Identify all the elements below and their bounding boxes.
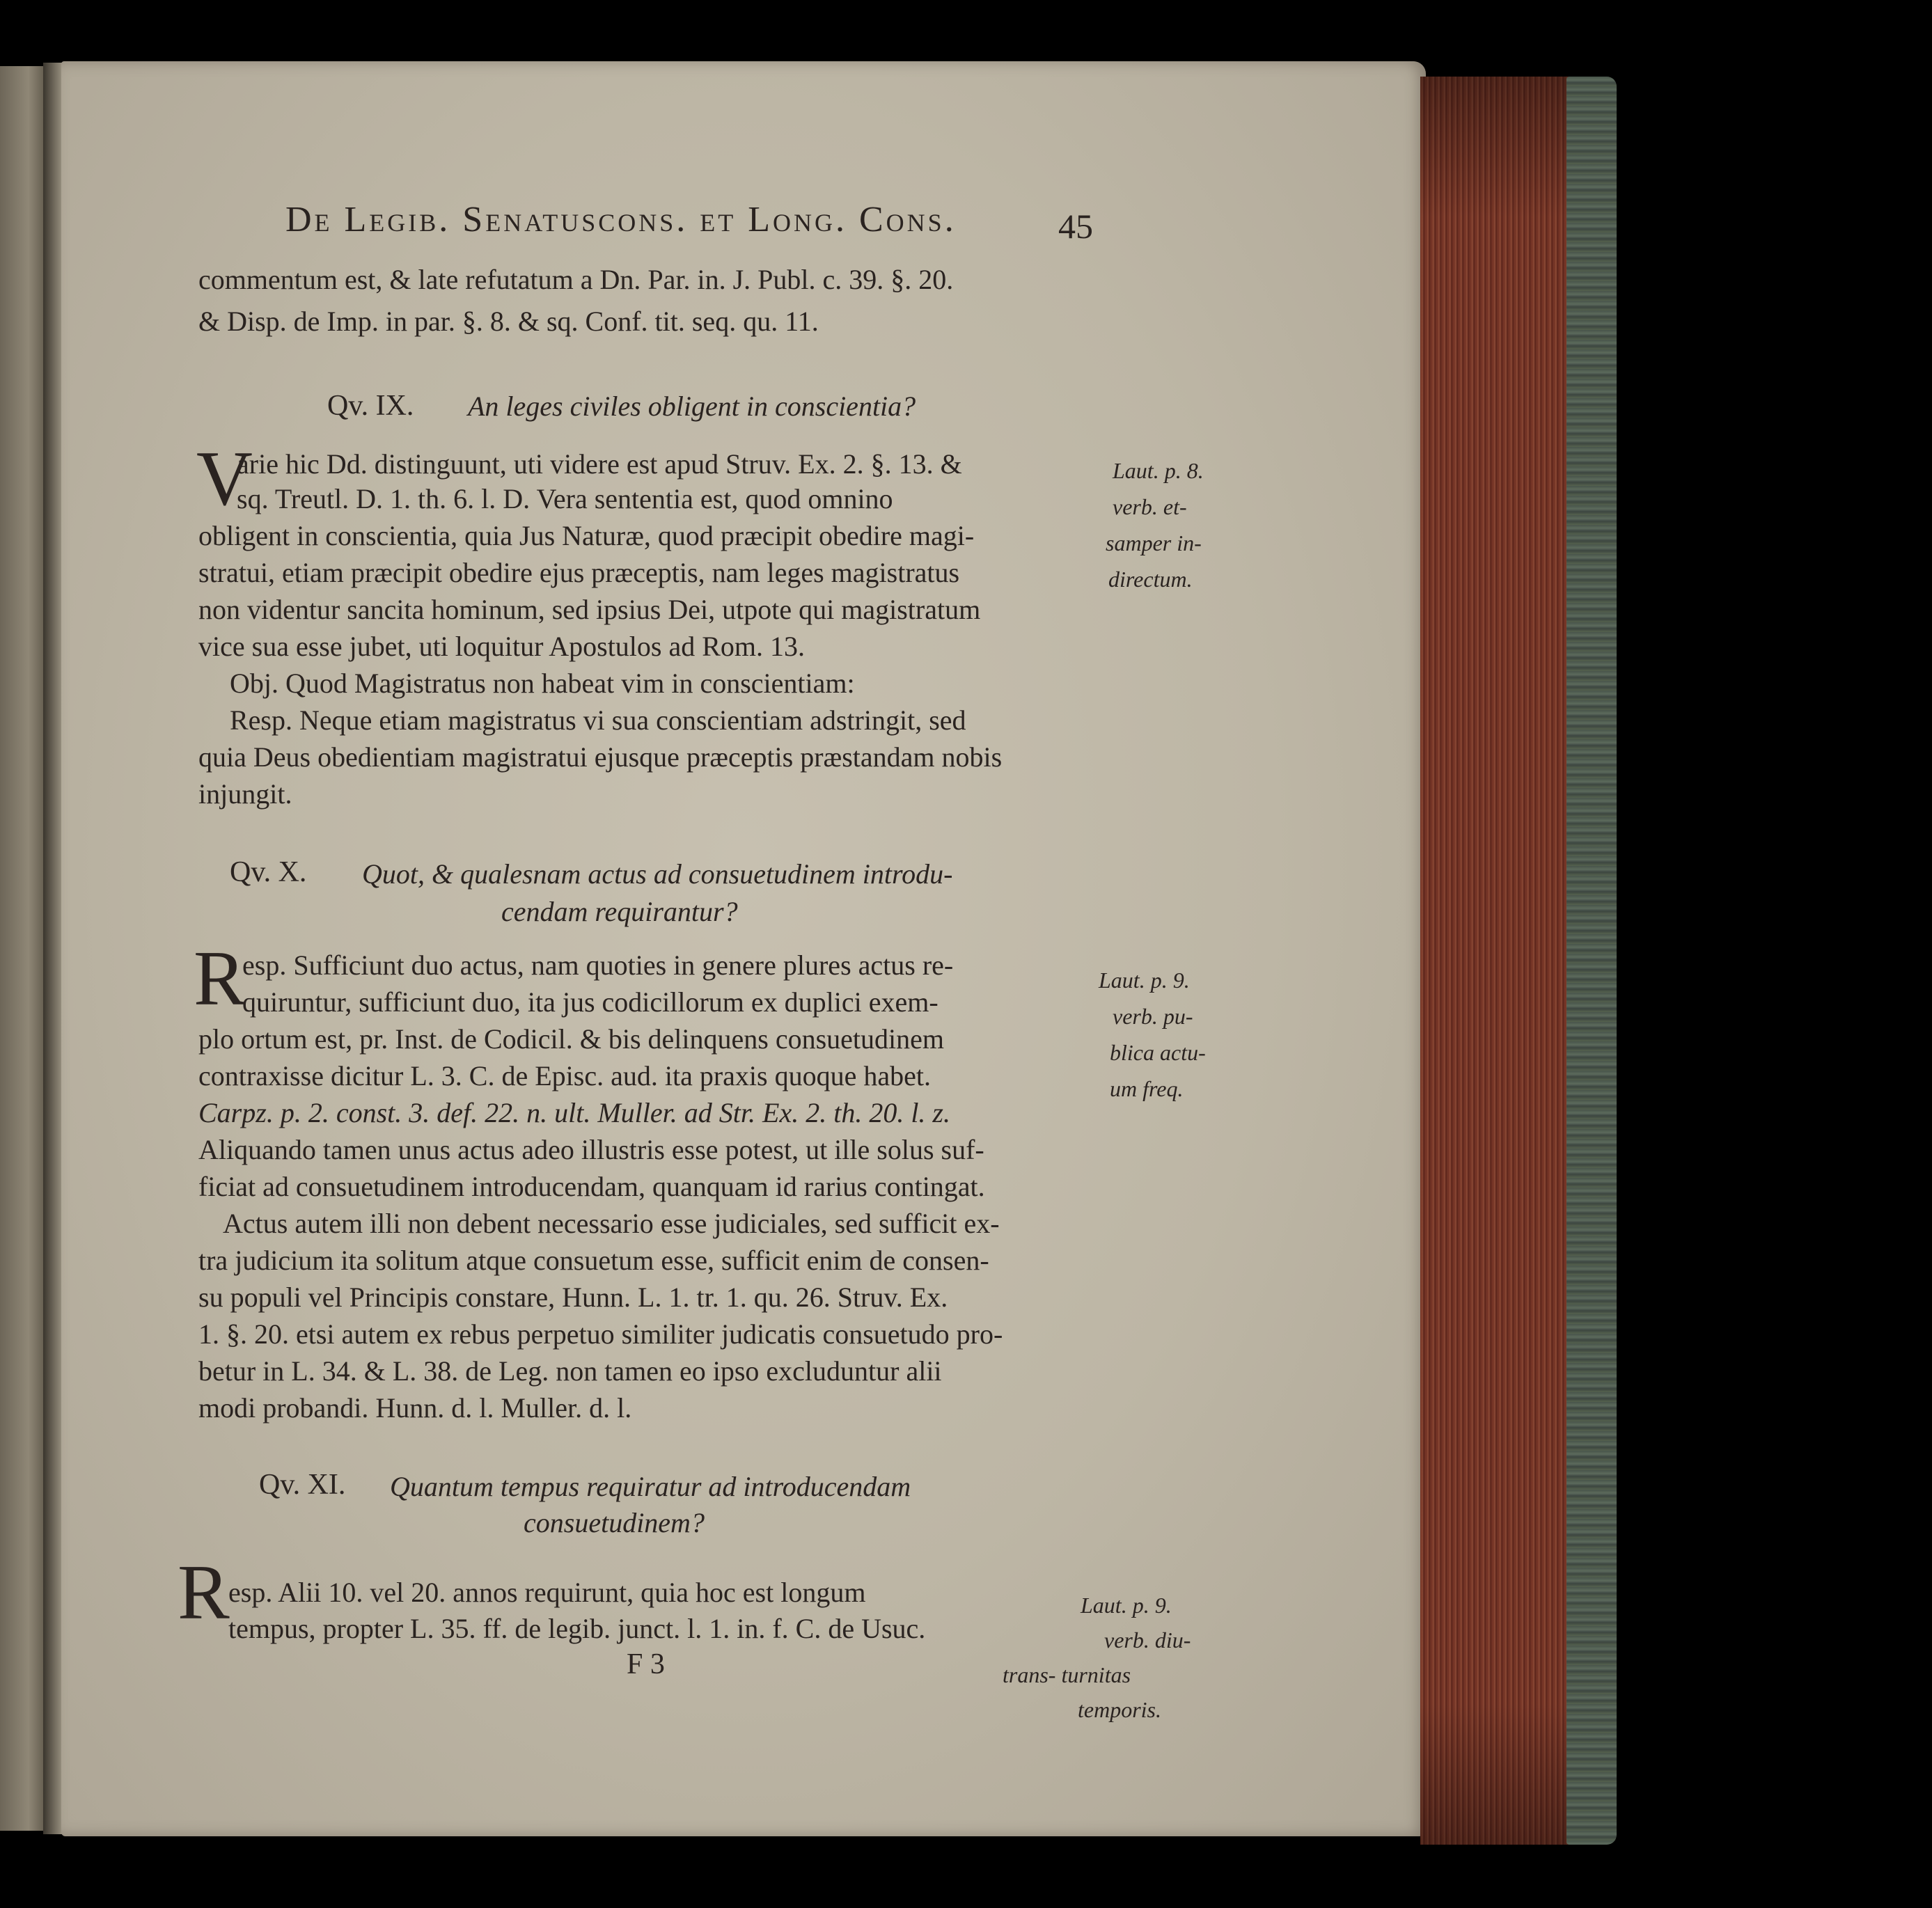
text-line: 1. §. 20. etsi autem ex rebus perpetuo similiter judicatis consuetudo pro- bbox=[198, 1318, 1003, 1350]
drop-cap: V bbox=[196, 436, 253, 522]
text-line: plo ortum est, pr. Inst. de Codicil. & bis delinquens consuetudinem bbox=[198, 1023, 944, 1055]
margin-note: um freq. bbox=[1110, 1076, 1184, 1101]
text-line: contraxisse dicitur L. 3. C. de Episc. aud. ita praxis quoque habet. bbox=[198, 1060, 931, 1091]
facing-page-edge bbox=[0, 66, 47, 1831]
text-line: injungit. bbox=[198, 778, 292, 810]
text-line: & Disp. de Imp. in par. §. 8. & sq. Conf. tit. seq. qu. 11. bbox=[198, 306, 819, 337]
text-line: modi probandi. Hunn. d. l. Muller. d. l. bbox=[198, 1392, 632, 1424]
text-line: Resp. Neque etiam magistratus vi sua conscientiam adstringit, sed bbox=[230, 704, 966, 736]
margin-note: Laut. p. 9. bbox=[1081, 1593, 1172, 1618]
drop-cap: R bbox=[178, 1550, 230, 1636]
page-number: 45 bbox=[1058, 207, 1093, 246]
margin-note: temporis. bbox=[1078, 1697, 1161, 1722]
cover-board bbox=[1566, 77, 1617, 1845]
text-line: Carpz. p. 2. const. 3. def. 22. n. ult. Muller. ad Str. Ex. 2. th. 20. l. z. bbox=[198, 1097, 950, 1128]
text-line: vice sua esse jubet, uti loquitur Apostulos ad Rom. 13. bbox=[198, 631, 806, 662]
text-line: arie hic Dd. distinguunt, uti videre est apud Struv. Ex. 2. §. 13. & bbox=[237, 448, 962, 480]
margin-note: Laut. p. 9. bbox=[1099, 968, 1190, 993]
margin-note: verb. diu- bbox=[1104, 1627, 1191, 1653]
text-line: sq. Treutl. D. 1. th. 6. l. D. Vera sententia est, quod omnino bbox=[237, 483, 893, 514]
margin-note: samper in- bbox=[1106, 530, 1202, 555]
text-line: quiruntur, sufficiunt duo, ita jus codicillorum ex duplici exem- bbox=[242, 986, 938, 1018]
margin-note: trans- turnitas bbox=[1003, 1662, 1131, 1687]
question-title: Quantum tempus requiratur ad introducendam bbox=[390, 1471, 911, 1502]
question-title: consuetudinem? bbox=[524, 1507, 705, 1538]
margin-note: verb. pu- bbox=[1113, 1004, 1193, 1029]
text-line: Aliquando tamen unus actus adeo illustris esse potest, ut ille solus suf- bbox=[198, 1134, 984, 1165]
question-label: Qv. X. bbox=[230, 856, 307, 888]
text-line: ficiat ad consuetudinem introducendam, quanquam id rarius contingat. bbox=[198, 1171, 985, 1202]
question-title: An leges civiles obligent in conscientia? bbox=[468, 391, 916, 422]
text-line: stratui, etiam præcipit obedire ejus præceptis, nam leges magistratus bbox=[198, 557, 960, 588]
text-line: tempus, propter L. 35. ff. de legib. junct. l. 1. in. f. C. de Usuc. bbox=[228, 1613, 926, 1644]
question-title: cendam requirantur? bbox=[501, 896, 738, 927]
question-title: Quot, & qualesnam actus ad consuetudinem introdu- bbox=[362, 858, 953, 890]
signature-mark: F 3 bbox=[627, 1648, 665, 1680]
text-line: non videntur sancita hominum, sed ipsius Dei, utpote qui magistratum bbox=[198, 594, 981, 625]
text-line: obligent in conscientia, quia Jus Naturæ, quod præcipit obedire magi- bbox=[198, 520, 975, 551]
drop-cap: R bbox=[194, 936, 246, 1022]
text-line: quia Deus obedientiam magistratui ejusque præceptis præstandam nobis bbox=[198, 741, 1003, 773]
question-label: Qv. IX. bbox=[327, 390, 414, 422]
margin-note: Laut. p. 8. bbox=[1113, 458, 1204, 483]
margin-note: verb. et- bbox=[1113, 494, 1187, 519]
text-line: betur in L. 34. & L. 38. de Leg. non tamen eo ipso excluduntur alii bbox=[198, 1355, 942, 1387]
text-line: commentum est, & late refutatum a Dn. Par. in. J. Publ. c. 39. §. 20. bbox=[198, 264, 954, 295]
text-line: Obj. Quod Magistratus non habeat vim in conscientiam: bbox=[230, 668, 855, 699]
text-line: esp. Alii 10. vel 20. annos requirunt, quia hoc est longum bbox=[228, 1577, 866, 1608]
running-head: De Legib. Senatuscons. et Long. Cons. bbox=[285, 200, 957, 239]
text-line: su populi vel Principis constare, Hunn. L. 1. tr. 1. qu. 26. Struv. Ex. bbox=[198, 1282, 948, 1313]
question-label: Qv. XI. bbox=[259, 1469, 346, 1501]
text-line: Actus autem illi non debent necessario esse judiciales, sed sufficit ex- bbox=[223, 1208, 1000, 1239]
fore-edge-shadow bbox=[1420, 77, 1580, 1845]
margin-note: blica actu- bbox=[1110, 1040, 1206, 1065]
text-line: esp. Sufficiunt duo actus, nam quoties in genere plures actus re- bbox=[242, 949, 954, 981]
text-line: tra judicium ita solitum atque consuetum esse, sufficit enim de consen- bbox=[198, 1245, 989, 1276]
margin-note: directum. bbox=[1108, 567, 1193, 592]
